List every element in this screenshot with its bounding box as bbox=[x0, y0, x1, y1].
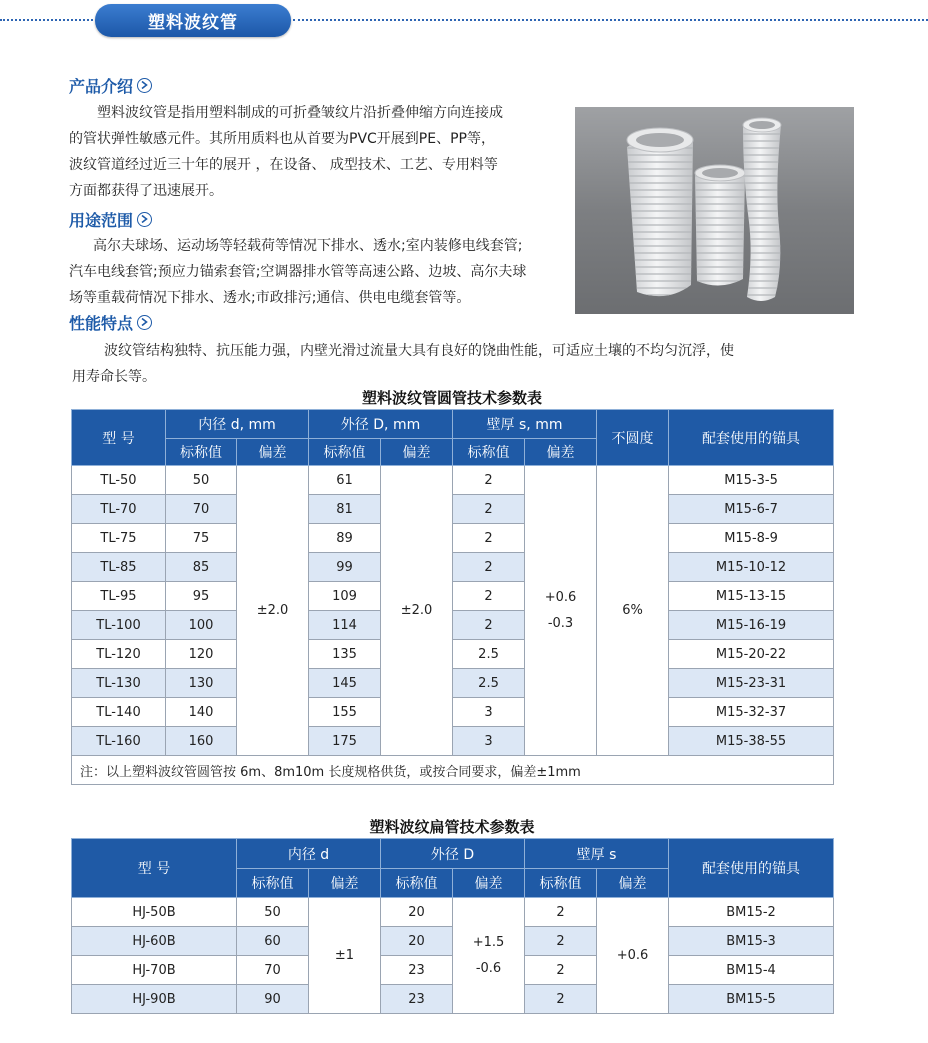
usage-paragraph bbox=[69, 233, 564, 311]
header-nominal: 标称值 bbox=[525, 869, 597, 898]
cell-anchor: M15-10-12 bbox=[669, 553, 834, 582]
cell-inner: 100 bbox=[166, 611, 237, 640]
cell-model: TL-130 bbox=[72, 669, 166, 698]
cell-model: TL-160 bbox=[72, 727, 166, 756]
cell-outer: 89 bbox=[309, 524, 381, 553]
header-nominal: 标称值 bbox=[309, 439, 381, 466]
header-wall-thickness: 壁厚 s bbox=[525, 839, 669, 869]
cell-wall-deviation: +0.6 bbox=[597, 898, 669, 1014]
header-nominal: 标称值 bbox=[381, 869, 453, 898]
flat-pipe-spec-table bbox=[71, 838, 834, 1014]
table-row bbox=[72, 640, 834, 669]
cell-anchor: BM15-4 bbox=[669, 956, 834, 985]
cell-anchor: M15-20-22 bbox=[669, 640, 834, 669]
cell-wall: 2.5 bbox=[453, 640, 525, 669]
intro-line: 塑料波纹管是指用塑料制成的可折叠皱纹片沿折叠伸缩方向连接成 bbox=[97, 105, 503, 121]
cell-anchor: M15-32-37 bbox=[669, 698, 834, 727]
section-heading-intro bbox=[69, 74, 152, 96]
cell-inner: 90 bbox=[237, 985, 309, 1014]
header-roundness: 不圆度 bbox=[597, 410, 669, 466]
cell-wall-deviation bbox=[525, 466, 597, 756]
header-inner-diameter: 内径 d bbox=[237, 839, 381, 869]
table-row bbox=[72, 698, 834, 727]
cell-wall: 2 bbox=[453, 466, 525, 495]
cell-inner: 140 bbox=[166, 698, 237, 727]
cell-outer: 20 bbox=[381, 927, 453, 956]
cell-outer: 61 bbox=[309, 466, 381, 495]
table-row bbox=[72, 898, 834, 927]
table-row bbox=[72, 669, 834, 698]
round-pipe-spec-table bbox=[71, 409, 834, 785]
title-divider-left bbox=[0, 19, 93, 21]
performance-heading-text: 性能特点 bbox=[69, 313, 134, 333]
intro-line: 的管状弹性敏感元件。其所用质料也从首要为PVC开展到PE、PP等， bbox=[69, 131, 495, 147]
cell-outer: 114 bbox=[309, 611, 381, 640]
cell-roundness: 6% bbox=[597, 466, 669, 756]
table-row bbox=[72, 582, 834, 611]
header-inner-diameter: 内径 d, mm bbox=[166, 410, 309, 439]
cell-anchor: M15-6-7 bbox=[669, 495, 834, 524]
cell-wall: 2 bbox=[453, 495, 525, 524]
usage-line: 汽车电线套管;预应力锚索套管;空调器排水管等高速公路、边坡、高尔夫球 bbox=[69, 264, 527, 280]
cell-inner: 85 bbox=[166, 553, 237, 582]
table-row bbox=[72, 524, 834, 553]
table2-title: 塑料波纹扁管技术参数表 bbox=[369, 818, 535, 836]
wall-deviation-plus: +0.6 bbox=[544, 589, 577, 605]
circle-arrow-right-icon bbox=[137, 212, 152, 227]
usage-line: 高尔夫球场、运动场等轻载荷等情况下排水、透水;室内装修电线套管; bbox=[93, 238, 523, 254]
header-deviation: 偏差 bbox=[381, 439, 453, 466]
cell-model: TL-100 bbox=[72, 611, 166, 640]
cell-model: HJ-90B bbox=[72, 985, 237, 1014]
cell-wall: 2 bbox=[525, 898, 597, 927]
intro-heading-text: 产品介绍 bbox=[69, 76, 134, 96]
header-nominal: 标称值 bbox=[166, 439, 237, 466]
cell-outer: 23 bbox=[381, 956, 453, 985]
cell-anchor: M15-38-55 bbox=[669, 727, 834, 756]
circle-arrow-right-icon bbox=[137, 315, 152, 330]
table1-title: 塑料波纹管圆管技术参数表 bbox=[361, 389, 542, 407]
cell-inner: 50 bbox=[237, 898, 309, 927]
cell-outer: 145 bbox=[309, 669, 381, 698]
cell-inner: 70 bbox=[237, 956, 309, 985]
cell-outer: 81 bbox=[309, 495, 381, 524]
table-note-row bbox=[72, 756, 834, 785]
section-heading-usage bbox=[69, 208, 152, 230]
outer-deviation-minus: -0.6 bbox=[475, 960, 502, 976]
cell-model: TL-50 bbox=[72, 466, 166, 495]
cell-outer: 23 bbox=[381, 985, 453, 1014]
cell-model: HJ-50B bbox=[72, 898, 237, 927]
cell-inner: 60 bbox=[237, 927, 309, 956]
header-anchor: 配套使用的锚具 bbox=[669, 839, 834, 898]
cell-inner: 160 bbox=[166, 727, 237, 756]
cell-anchor: M15-3-5 bbox=[669, 466, 834, 495]
cell-model: HJ-70B bbox=[72, 956, 237, 985]
cell-model: TL-95 bbox=[72, 582, 166, 611]
intro-paragraph bbox=[69, 100, 559, 204]
cell-model: TL-85 bbox=[72, 553, 166, 582]
cell-outer: 109 bbox=[309, 582, 381, 611]
performance-line: 波纹管结构独特、抗压能力强，内壁光滑过流量大具有良好的饶曲性能，可适应土壤的不均匀沉浮，使 bbox=[104, 343, 734, 359]
cell-wall: 2.5 bbox=[453, 669, 525, 698]
table1-note: 注：以上塑料波纹管圆管按 6m、8m10m 长度规格供货，或按合同要求，偏差±1mm bbox=[72, 756, 834, 785]
page-title: 塑料波纹管 bbox=[95, 4, 291, 37]
table-row bbox=[72, 611, 834, 640]
header-deviation: 偏差 bbox=[453, 869, 525, 898]
cell-wall: 2 bbox=[453, 582, 525, 611]
header-deviation: 偏差 bbox=[309, 869, 381, 898]
cell-outer-deviation bbox=[453, 898, 525, 1014]
cell-inner: 70 bbox=[166, 495, 237, 524]
cell-wall: 3 bbox=[453, 698, 525, 727]
table-row bbox=[72, 495, 834, 524]
cell-wall: 2 bbox=[525, 927, 597, 956]
performance-line: 用寿命长等。 bbox=[72, 369, 156, 385]
header-deviation: 偏差 bbox=[597, 869, 669, 898]
header-model: 型 号 bbox=[72, 410, 166, 466]
cell-wall: 2 bbox=[525, 985, 597, 1014]
header-anchor: 配套使用的锚具 bbox=[669, 410, 834, 466]
performance-paragraph bbox=[72, 338, 832, 390]
cell-inner-deviation: ±2.0 bbox=[237, 466, 309, 756]
cell-model: TL-70 bbox=[72, 495, 166, 524]
cell-model: TL-75 bbox=[72, 524, 166, 553]
cell-outer-deviation: ±2.0 bbox=[381, 466, 453, 756]
cell-inner: 120 bbox=[166, 640, 237, 669]
cell-outer: 135 bbox=[309, 640, 381, 669]
outer-deviation-plus: +1.5 bbox=[472, 934, 505, 950]
circle-arrow-right-icon bbox=[137, 78, 152, 93]
cell-wall: 3 bbox=[453, 727, 525, 756]
table-row bbox=[72, 466, 834, 495]
header-outer-diameter: 外径 D bbox=[381, 839, 525, 869]
cell-anchor: BM15-2 bbox=[669, 898, 834, 927]
header-nominal: 标称值 bbox=[453, 439, 525, 466]
intro-line: 波纹管道经过近三十年的展开 ，在设备、 成型技术、工艺、专用料等 bbox=[69, 157, 498, 173]
table-row bbox=[72, 727, 834, 756]
header-nominal: 标称值 bbox=[237, 869, 309, 898]
usage-line: 场等重载荷情况下排水、透水;市政排污;通信、供电电缆套管等。 bbox=[69, 290, 471, 306]
cell-model: TL-120 bbox=[72, 640, 166, 669]
cell-wall: 2 bbox=[453, 524, 525, 553]
header-outer-diameter: 外径 D, mm bbox=[309, 410, 453, 439]
cell-anchor: M15-8-9 bbox=[669, 524, 834, 553]
cell-wall: 2 bbox=[453, 553, 525, 582]
cell-anchor: M15-16-19 bbox=[669, 611, 834, 640]
cell-inner: 95 bbox=[166, 582, 237, 611]
cell-anchor: BM15-5 bbox=[669, 985, 834, 1014]
cell-inner: 50 bbox=[166, 466, 237, 495]
cell-anchor: BM15-3 bbox=[669, 927, 834, 956]
cell-outer: 175 bbox=[309, 727, 381, 756]
cell-anchor: M15-13-15 bbox=[669, 582, 834, 611]
cell-inner: 75 bbox=[166, 524, 237, 553]
cell-wall: 2 bbox=[525, 956, 597, 985]
table-row bbox=[72, 553, 834, 582]
cell-model: TL-140 bbox=[72, 698, 166, 727]
cell-outer: 99 bbox=[309, 553, 381, 582]
usage-heading-text: 用途范围 bbox=[69, 210, 134, 230]
cell-model: HJ-60B bbox=[72, 927, 237, 956]
cell-outer: 20 bbox=[381, 898, 453, 927]
cell-outer: 155 bbox=[309, 698, 381, 727]
header-deviation: 偏差 bbox=[237, 439, 309, 466]
header-wall-thickness: 壁厚 s, mm bbox=[453, 410, 597, 439]
cell-inner-deviation: ±1 bbox=[309, 898, 381, 1014]
header-deviation: 偏差 bbox=[525, 439, 597, 466]
cell-inner: 130 bbox=[166, 669, 237, 698]
cell-wall: 2 bbox=[453, 611, 525, 640]
section-heading-performance bbox=[69, 311, 152, 333]
wall-deviation-minus: -0.3 bbox=[547, 615, 574, 631]
intro-line: 方面都获得了迅速展开。 bbox=[69, 183, 223, 199]
header-model: 型 号 bbox=[72, 839, 237, 898]
product-photo bbox=[575, 107, 854, 314]
title-divider-right bbox=[293, 19, 928, 21]
cell-anchor: M15-23-31 bbox=[669, 669, 834, 698]
